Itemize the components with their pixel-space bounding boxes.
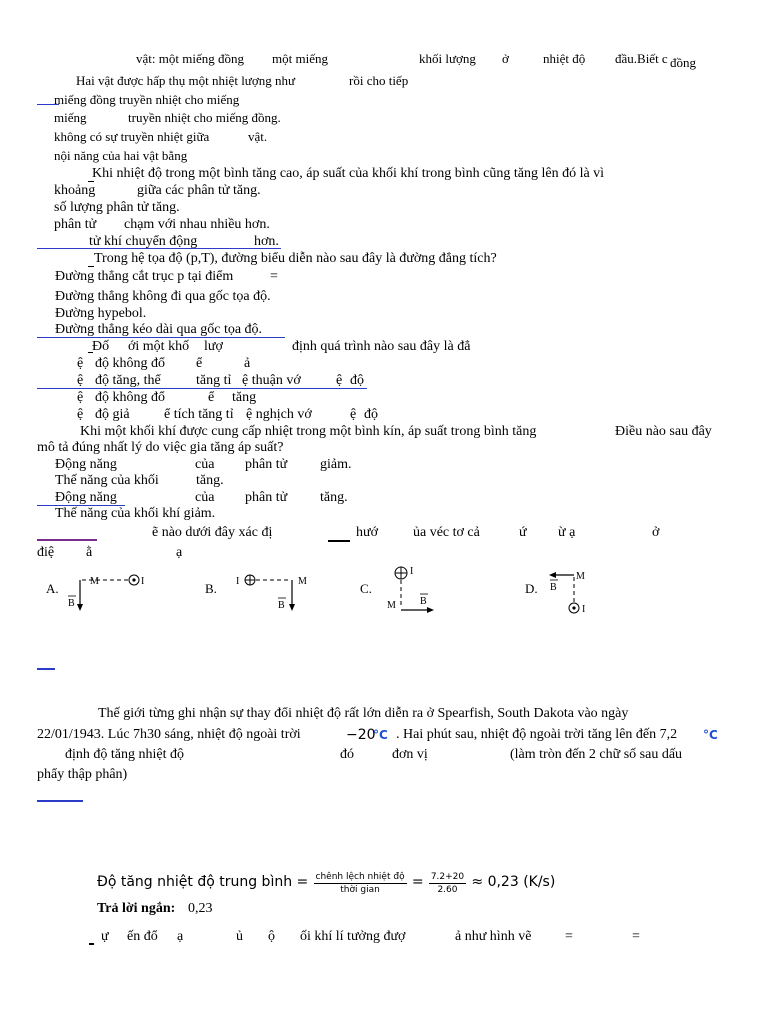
text: đó	[340, 747, 354, 762]
current-i: I	[141, 576, 145, 587]
text: của	[195, 490, 215, 505]
text: một miếng	[272, 51, 328, 66]
text: độ không đổ	[95, 390, 165, 405]
text: tăng.	[196, 473, 224, 488]
fraction-2	[429, 871, 466, 896]
option-a: miếng đồng truyền nhiệt cho miếng	[54, 92, 240, 107]
text: khối lượng	[419, 51, 476, 66]
option-a: ệ	[77, 356, 84, 371]
text: ủa véc tơ cả	[413, 525, 480, 540]
text: ể tích tăng tỉ	[164, 407, 234, 422]
option-d: tử khí chuyển động	[89, 234, 198, 249]
mark	[89, 943, 94, 945]
option-a-label: A.	[46, 581, 59, 596]
current-i: I	[582, 604, 586, 615]
text: . Hai phút sau, nhiệt độ ngoài trời tăng lên đến 7,2	[396, 727, 678, 742]
text: độ không đổ	[95, 356, 165, 371]
text: ả như hình vẽ	[455, 929, 532, 944]
option-b: miếng	[54, 110, 87, 125]
text: ể	[196, 356, 203, 371]
option-b: Đường thẳng không đi qua gốc tọa độ.	[55, 289, 271, 304]
vector-b: B	[68, 598, 75, 609]
text: ạ	[176, 545, 183, 560]
text: ở	[502, 51, 509, 66]
option-c: ệ	[77, 390, 84, 405]
mark	[37, 539, 97, 541]
question-stem: Khi nhiệt độ trong một bình tăng cao, áp suất của khối khí trong bình cũng tăng lên đó là vì	[92, 166, 605, 181]
diagram-d	[544, 566, 594, 616]
option-d-label: D.	[525, 581, 538, 596]
option-c: không có sự truyền nhiệt giữa	[54, 129, 210, 144]
point-m: M	[298, 576, 307, 587]
option-b-text: truyền nhiệt cho miếng đồng.	[128, 110, 281, 125]
question-stem: Đố	[92, 339, 110, 354]
text: hướ	[356, 525, 378, 540]
option-a: khoảng	[54, 183, 96, 198]
option-c-label: C.	[360, 581, 372, 596]
text: ến đổ	[127, 929, 158, 944]
text: ộ	[268, 929, 275, 944]
text: nhiệt độ	[543, 51, 586, 66]
question-stem: Trong hệ tọa độ (p,T), đường biểu diễn nào sau đây là đường đẳng tích?	[94, 251, 497, 266]
text: định quá trình nào sau đây là đẳ	[292, 339, 471, 354]
text: ệ nghịch vớ	[246, 407, 312, 422]
text: ừ ạ	[558, 525, 576, 540]
option-a-eq: =	[270, 269, 278, 284]
text: (làm tròn đến 2 chữ số sau dấu	[510, 747, 683, 762]
text: ạ	[177, 929, 184, 944]
text: tăng	[232, 390, 257, 405]
option-c: Đường hypebol.	[55, 306, 147, 321]
text: rồi cho tiếp	[349, 73, 409, 88]
fraction-1	[314, 871, 407, 896]
text: =	[565, 929, 573, 944]
text: độ giả	[95, 407, 130, 422]
vector-b: B	[420, 596, 427, 607]
text: tăng tỉ	[196, 373, 232, 388]
option-c-text: chạm với nhau nhiều hơn.	[124, 217, 270, 232]
point-m: M	[90, 576, 99, 587]
option-b: số lượng phân tử tăng.	[54, 200, 180, 215]
frac1-den: thời gian	[340, 884, 380, 895]
text: =	[632, 929, 640, 944]
text: đầu.Biết c	[615, 51, 668, 66]
mark	[328, 540, 350, 542]
text: đồng	[670, 55, 696, 70]
text: ệ	[350, 407, 357, 422]
option-b: Thế năng của khối	[55, 473, 159, 488]
vector-b: B	[278, 600, 285, 611]
formula-lhs: Độ tăng nhiệt độ trung bình =	[97, 874, 309, 890]
frac1-num: chênh lệch nhiệt độ	[315, 871, 405, 882]
option-d: Thế năng của khối khí giảm.	[55, 506, 216, 521]
text: độ tăng, thể	[95, 373, 161, 388]
diagram-b	[232, 568, 322, 616]
question-stem: Thế giới từng ghi nhận sự thay đổi nhiệt độ rất lớn diễn ra ở Spearfish, South Dakota vào ngày	[98, 706, 629, 721]
frac2-den: 2.60	[437, 884, 458, 895]
formula-rhs: ≈ 0,23 (K/s)	[471, 874, 556, 890]
text: độ	[364, 407, 378, 422]
text: phẩy thập phân)	[37, 767, 128, 782]
question-stem-2: mô tả đúng nhất lý do việc gia tăng áp suất?	[37, 440, 284, 455]
text: ể	[208, 390, 215, 405]
unit-2: °C	[703, 728, 718, 742]
option-d: ệ	[77, 407, 84, 422]
current-i: I	[410, 566, 414, 577]
text: ệ	[336, 373, 343, 388]
text: lượ	[204, 339, 223, 354]
text: 22/01/1943. Lúc 7h30 sáng, nhiệt độ ngoài trời	[37, 727, 301, 742]
text: phân tử	[245, 457, 288, 472]
text: ự	[101, 929, 109, 944]
text: đơn vị	[392, 747, 428, 762]
text: ứ	[519, 525, 527, 540]
text: ằ	[86, 545, 93, 560]
text: Điều nào sau đây	[615, 424, 712, 439]
question-stem: Khi một khối khí được cung cấp nhiệt trong một bình kín, áp suất trong bình tăng	[80, 424, 537, 439]
option-a: Đường thẳng cắt trục p tại điểm	[55, 269, 234, 284]
answer-label: Trả lời ngắn:	[97, 901, 176, 916]
temp-value-1: −20	[346, 727, 376, 743]
formula	[97, 864, 555, 900]
option-a-text: giữa các phân tử tăng.	[137, 183, 261, 198]
option-b: ệ	[77, 373, 84, 388]
text: định độ tăng nhiệt độ	[65, 747, 184, 762]
text: vật: một miếng đồng	[136, 51, 244, 66]
option-d-text: hơn.	[254, 234, 279, 249]
diagram-a	[64, 568, 154, 616]
option-c: Động năng	[55, 490, 117, 505]
option-a: Động năng	[55, 457, 117, 472]
text: ở	[652, 525, 660, 540]
text: ệ thuận vớ	[242, 373, 301, 388]
text: phân tử	[245, 490, 288, 505]
answer-mark	[37, 668, 55, 670]
text: điệ	[37, 545, 55, 560]
point-m: M	[576, 571, 585, 582]
answer-mark	[37, 800, 83, 802]
text: ới một khố	[128, 339, 190, 354]
frac2-num: 7.2+20	[430, 871, 465, 882]
text: tăng.	[320, 490, 348, 505]
current-i: I	[236, 576, 240, 587]
question-stem: ẽ nào dưới đây xác đị	[152, 525, 273, 540]
option-d: nội năng của hai vật bằng	[54, 148, 188, 163]
text: của	[195, 457, 215, 472]
option-d: Đường thẳng kéo dài qua gốc tọa độ.	[55, 322, 263, 337]
answer-value: 0,23	[188, 901, 213, 916]
text: ối khí lí tưởng đượ	[300, 929, 406, 944]
text: Hai vật được hấp thụ một nhiệt lượng như	[76, 73, 296, 88]
eq-sign: =	[411, 874, 424, 890]
option-c: phân tử	[54, 217, 97, 232]
vector-b: B	[550, 582, 557, 593]
unit-1: °C	[373, 728, 388, 742]
text: độ	[350, 373, 364, 388]
text: giảm.	[320, 457, 352, 472]
text: ủ	[236, 929, 243, 944]
option-b-label: B.	[205, 581, 217, 596]
text: ả	[244, 356, 251, 371]
diagram-c	[384, 562, 444, 618]
option-c-text: vật.	[248, 129, 268, 144]
point-m: M	[387, 600, 396, 611]
